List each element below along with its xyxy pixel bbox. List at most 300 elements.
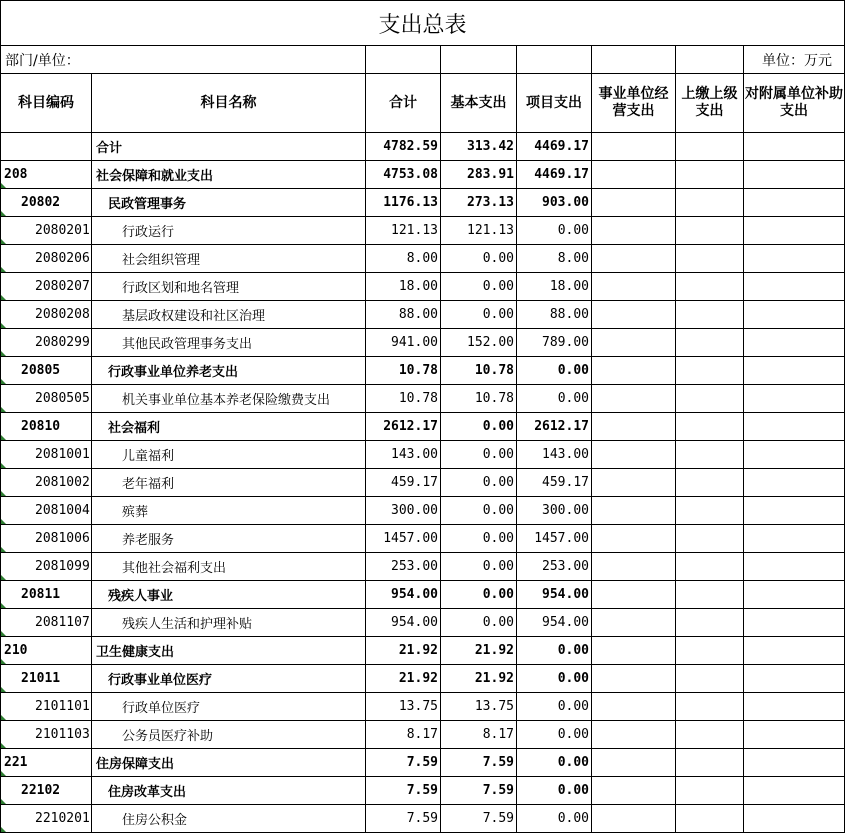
cell-basic [441, 525, 517, 553]
cell-name [92, 805, 366, 833]
cell-name [92, 721, 366, 749]
cell-project-text: 143.00 [542, 447, 589, 462]
cell-marker-icon [1, 631, 6, 636]
cell-subsidy [744, 133, 845, 161]
cell-project [517, 609, 592, 637]
cell-business [592, 721, 676, 749]
header-project: 项目支出 [517, 74, 592, 133]
cell-marker-icon [1, 687, 6, 692]
cell-business [592, 637, 676, 665]
cell-code-text: 2080505 [35, 391, 90, 406]
cell-business [592, 161, 676, 189]
cell-basic [441, 497, 517, 525]
cell-total-text: 7.59 [406, 811, 438, 826]
cell-project [517, 581, 592, 609]
cell-code-text: 2080207 [35, 279, 90, 294]
cell-name [92, 329, 366, 357]
cell-marker-icon [1, 211, 6, 216]
cell-project-text: 0.00 [557, 755, 589, 770]
cell-marker-icon [1, 463, 6, 468]
cell-basic [441, 553, 517, 581]
cell-subsidy [744, 385, 845, 413]
cell-basic-text: 10.78 [474, 391, 514, 406]
cell-basic-text: 7.59 [482, 755, 514, 770]
cell-marker-icon [1, 407, 6, 412]
cell-remit [676, 777, 744, 805]
cell-code-text: 20805 [21, 363, 61, 378]
cell-basic [441, 805, 517, 833]
cell-business [592, 553, 676, 581]
cell-project [517, 357, 592, 385]
cell-code-text: 20802 [21, 195, 61, 210]
cell-basic-text: 0.00 [482, 307, 514, 322]
cell-code [1, 357, 92, 385]
cell-project-text: 0.00 [557, 727, 589, 742]
cell-code-text: 221 [4, 755, 28, 770]
table-row [1, 273, 845, 301]
cell-basic-text: 152.00 [467, 335, 514, 350]
cell-subsidy [744, 413, 845, 441]
cell-project-text: 2612.17 [534, 419, 589, 434]
cell-subsidy [744, 189, 845, 217]
cell-marker-icon [1, 799, 6, 804]
cell-name-text: 住房公积金 [122, 813, 188, 828]
cell-business [592, 749, 676, 777]
cell-marker-icon [1, 575, 6, 580]
cell-total-text: 7.59 [406, 783, 438, 798]
cell-basic [441, 133, 517, 161]
cell-business [592, 805, 676, 833]
cell-basic-text: 0.00 [482, 587, 514, 602]
cell-project-text: 0.00 [557, 811, 589, 826]
cell-name [92, 245, 366, 273]
cell-business [592, 441, 676, 469]
cell-name-text: 住房改革支出 [108, 785, 187, 800]
cell-basic-text: 0.00 [482, 251, 514, 266]
table-row [1, 609, 845, 637]
cell-code-text: 2080206 [35, 251, 90, 266]
header-remit: 上缴上级支出 [676, 74, 744, 133]
table-row [1, 301, 845, 329]
cell-total-text: 7.59 [406, 755, 438, 770]
cell-remit [676, 441, 744, 469]
cell-total [366, 245, 441, 273]
cell-total-text: 459.17 [391, 475, 438, 490]
cell-name [92, 133, 366, 161]
cell-business [592, 329, 676, 357]
cell-total [366, 525, 441, 553]
cell-total-text: 1176.13 [383, 195, 438, 210]
cell-basic [441, 161, 517, 189]
cell-basic [441, 357, 517, 385]
cell-subsidy [744, 637, 845, 665]
cell-code [1, 749, 92, 777]
cell-basic [441, 217, 517, 245]
cell-total [366, 749, 441, 777]
cell-remit [676, 217, 744, 245]
table-row [1, 749, 845, 777]
cell-marker-icon [1, 547, 6, 552]
cell-name [92, 217, 366, 245]
cell-remit [676, 805, 744, 833]
table-row [1, 553, 845, 581]
cell-name-text: 老年福利 [122, 477, 175, 492]
cell-code [1, 161, 92, 189]
cell-name-text: 其他社会福利支出 [122, 561, 227, 576]
cell-business [592, 581, 676, 609]
meta-cell [676, 46, 744, 74]
table-row [1, 581, 845, 609]
cell-remit [676, 189, 744, 217]
table-row [1, 637, 845, 665]
table-row [1, 133, 845, 161]
cell-total [366, 777, 441, 805]
cell-subsidy [744, 245, 845, 273]
cell-total-text: 10.78 [398, 391, 438, 406]
cell-total [366, 581, 441, 609]
cell-project [517, 301, 592, 329]
cell-name [92, 693, 366, 721]
cell-code-text: 2081004 [35, 503, 90, 518]
cell-name [92, 273, 366, 301]
cell-name-text: 行政运行 [122, 225, 175, 240]
cell-basic-text: 7.59 [482, 783, 514, 798]
cell-subsidy [744, 805, 845, 833]
cell-subsidy [744, 581, 845, 609]
cell-marker-icon [1, 771, 6, 776]
cell-project-text: 0.00 [557, 671, 589, 686]
cell-project-text: 1457.00 [534, 531, 589, 546]
cell-code-text: 21011 [21, 671, 61, 686]
table-row [1, 357, 845, 385]
cell-name [92, 469, 366, 497]
cell-basic-text: 313.42 [467, 139, 514, 154]
cell-code [1, 525, 92, 553]
cell-name-text: 行政事业单位养老支出 [108, 365, 239, 380]
cell-project [517, 441, 592, 469]
cell-total [366, 805, 441, 833]
cell-basic [441, 273, 517, 301]
cell-code [1, 469, 92, 497]
cell-basic [441, 245, 517, 273]
header-row [1, 74, 845, 133]
cell-remit [676, 721, 744, 749]
cell-basic-text: 0.00 [482, 475, 514, 490]
cell-project [517, 637, 592, 665]
cell-project [517, 693, 592, 721]
cell-basic [441, 665, 517, 693]
cell-name [92, 357, 366, 385]
cell-total-text: 21.92 [398, 643, 438, 658]
cell-marker-icon [1, 323, 6, 328]
cell-total [366, 329, 441, 357]
cell-marker-icon [1, 435, 6, 440]
cell-basic-text: 283.91 [467, 167, 514, 182]
cell-total [366, 637, 441, 665]
cell-total [366, 357, 441, 385]
cell-code [1, 693, 92, 721]
cell-total [366, 553, 441, 581]
cell-project [517, 273, 592, 301]
cell-remit [676, 525, 744, 553]
cell-project-text: 88.00 [549, 307, 589, 322]
cell-name [92, 581, 366, 609]
cell-project [517, 413, 592, 441]
table-row [1, 441, 845, 469]
cell-total [366, 413, 441, 441]
cell-code-text: 2101103 [35, 727, 90, 742]
cell-basic [441, 609, 517, 637]
table-row [1, 721, 845, 749]
table-row [1, 497, 845, 525]
unit-label: 单位：万元 [744, 46, 845, 74]
cell-name [92, 497, 366, 525]
cell-code [1, 777, 92, 805]
cell-code [1, 245, 92, 273]
cell-name-text: 社会组织管理 [122, 253, 201, 268]
cell-subsidy [744, 777, 845, 805]
cell-basic-text: 121.13 [467, 223, 514, 238]
cell-project [517, 161, 592, 189]
cell-total-text: 121.13 [391, 223, 438, 238]
cell-project [517, 497, 592, 525]
cell-basic [441, 413, 517, 441]
cell-project [517, 385, 592, 413]
cell-project [517, 749, 592, 777]
cell-remit [676, 553, 744, 581]
cell-code-text: 2080208 [35, 307, 90, 322]
table-row [1, 469, 845, 497]
cell-total-text: 18.00 [398, 279, 438, 294]
cell-subsidy [744, 301, 845, 329]
cell-code [1, 217, 92, 245]
cell-project [517, 777, 592, 805]
cell-marker-icon [1, 519, 6, 524]
cell-marker-icon [1, 239, 6, 244]
cell-total-text: 88.00 [398, 307, 438, 322]
cell-code-text: 2081006 [35, 531, 90, 546]
cell-basic [441, 469, 517, 497]
cell-total-text: 10.78 [398, 363, 438, 378]
cell-business [592, 413, 676, 441]
meta-cell [517, 46, 592, 74]
cell-project-text: 954.00 [542, 615, 589, 630]
cell-code [1, 441, 92, 469]
cell-subsidy [744, 161, 845, 189]
cell-name-text: 行政事业单位医疗 [108, 673, 213, 688]
cell-total-text: 8.00 [406, 251, 438, 266]
cell-business [592, 609, 676, 637]
cell-total [366, 133, 441, 161]
cell-subsidy [744, 357, 845, 385]
cell-basic-text: 0.00 [482, 503, 514, 518]
cell-name [92, 553, 366, 581]
cell-subsidy [744, 609, 845, 637]
cell-remit [676, 301, 744, 329]
cell-business [592, 693, 676, 721]
cell-name-text: 行政区划和地名管理 [122, 281, 240, 296]
page-title: 支出总表 [1, 1, 845, 46]
cell-basic [441, 777, 517, 805]
cell-marker-icon [1, 491, 6, 496]
cell-total-text: 143.00 [391, 447, 438, 462]
cell-code-text: 2081001 [35, 447, 90, 462]
cell-code-text: 20810 [21, 419, 61, 434]
cell-total [366, 217, 441, 245]
cell-code [1, 721, 92, 749]
cell-total-text: 8.17 [406, 727, 438, 742]
cell-total-text: 2612.17 [383, 419, 438, 434]
meta-cell [441, 46, 517, 74]
cell-total-text: 954.00 [391, 587, 438, 602]
cell-total [366, 301, 441, 329]
cell-project [517, 217, 592, 245]
cell-subsidy [744, 693, 845, 721]
cell-remit [676, 385, 744, 413]
cell-marker-icon [1, 183, 6, 188]
cell-subsidy [744, 665, 845, 693]
cell-business [592, 133, 676, 161]
cell-project [517, 189, 592, 217]
cell-basic-text: 0.00 [482, 447, 514, 462]
cell-subsidy [744, 553, 845, 581]
cell-basic-text: 21.92 [474, 643, 514, 658]
cell-project [517, 329, 592, 357]
cell-remit [676, 357, 744, 385]
cell-remit [676, 749, 744, 777]
cell-code-text: 2081002 [35, 475, 90, 490]
cell-code [1, 581, 92, 609]
meta-cell [592, 46, 676, 74]
cell-total-text: 4753.08 [383, 167, 438, 182]
cell-basic-text: 13.75 [474, 699, 514, 714]
cell-business [592, 357, 676, 385]
cell-subsidy [744, 441, 845, 469]
cell-code [1, 273, 92, 301]
cell-code [1, 385, 92, 413]
cell-remit [676, 469, 744, 497]
cell-total [366, 189, 441, 217]
cell-marker-icon [1, 603, 6, 608]
cell-name-text: 合计 [96, 141, 123, 156]
cell-project [517, 245, 592, 273]
cell-remit [676, 161, 744, 189]
cell-code-text: 22102 [21, 783, 61, 798]
header-total: 合计 [366, 74, 441, 133]
header-name: 科目名称 [92, 74, 366, 133]
cell-code [1, 329, 92, 357]
cell-code-text: 20811 [21, 587, 61, 602]
cell-project [517, 133, 592, 161]
cell-remit [676, 413, 744, 441]
cell-code [1, 497, 92, 525]
cell-name-text: 卫生健康支出 [96, 645, 175, 660]
cell-code [1, 133, 92, 161]
cell-code [1, 301, 92, 329]
cell-remit [676, 273, 744, 301]
cell-total [366, 665, 441, 693]
cell-name-text: 儿童福利 [122, 449, 175, 464]
cell-code-text: 210 [4, 643, 28, 658]
cell-subsidy [744, 469, 845, 497]
cell-subsidy [744, 273, 845, 301]
meta-cell [366, 46, 441, 74]
cell-name-text: 殡葬 [122, 505, 149, 520]
cell-marker-icon [1, 827, 6, 832]
cell-marker-icon [1, 379, 6, 384]
cell-project-text: 0.00 [557, 391, 589, 406]
cell-total [366, 469, 441, 497]
cell-business [592, 189, 676, 217]
table-row [1, 245, 845, 273]
cell-name-text: 养老服务 [122, 533, 175, 548]
cell-project [517, 525, 592, 553]
cell-project-text: 300.00 [542, 503, 589, 518]
cell-name-text: 住房保障支出 [96, 757, 175, 772]
cell-business [592, 273, 676, 301]
cell-total-text: 1457.00 [383, 531, 438, 546]
cell-marker-icon [1, 715, 6, 720]
cell-project [517, 665, 592, 693]
cell-code [1, 805, 92, 833]
title-row [1, 1, 845, 46]
cell-project-text: 0.00 [557, 223, 589, 238]
cell-project-text: 459.17 [542, 475, 589, 490]
cell-project [517, 553, 592, 581]
cell-project-text: 18.00 [549, 279, 589, 294]
table-row [1, 805, 845, 833]
cell-subsidy [744, 721, 845, 749]
cell-total-text: 954.00 [391, 615, 438, 630]
table-row [1, 525, 845, 553]
cell-name [92, 525, 366, 553]
cell-code-text: 2101101 [35, 699, 90, 714]
cell-name-text: 残疾人事业 [108, 589, 174, 604]
cell-name [92, 609, 366, 637]
cell-code [1, 637, 92, 665]
cell-remit [676, 693, 744, 721]
cell-total [366, 161, 441, 189]
cell-name-text: 机关事业单位基本养老保险缴费支出 [122, 393, 331, 408]
cell-basic-text: 0.00 [482, 615, 514, 630]
cell-basic-text: 273.13 [467, 195, 514, 210]
cell-business [592, 665, 676, 693]
cell-subsidy [744, 525, 845, 553]
cell-name [92, 441, 366, 469]
cell-code-text: 2081099 [35, 559, 90, 574]
cell-project-text: 0.00 [557, 783, 589, 798]
cell-name-text: 民政管理事务 [108, 197, 187, 212]
cell-total [366, 609, 441, 637]
cell-project-text: 0.00 [557, 643, 589, 658]
cell-basic [441, 441, 517, 469]
cell-business [592, 245, 676, 273]
cell-basic [441, 749, 517, 777]
cell-basic-text: 0.00 [482, 279, 514, 294]
cell-name [92, 749, 366, 777]
cell-remit [676, 329, 744, 357]
cell-project-text: 954.00 [542, 587, 589, 602]
table-row [1, 329, 845, 357]
cell-name [92, 301, 366, 329]
cell-subsidy [744, 329, 845, 357]
cell-total [366, 497, 441, 525]
table-row [1, 777, 845, 805]
cell-basic [441, 693, 517, 721]
cell-remit [676, 581, 744, 609]
cell-code [1, 553, 92, 581]
cell-basic-text: 0.00 [482, 559, 514, 574]
